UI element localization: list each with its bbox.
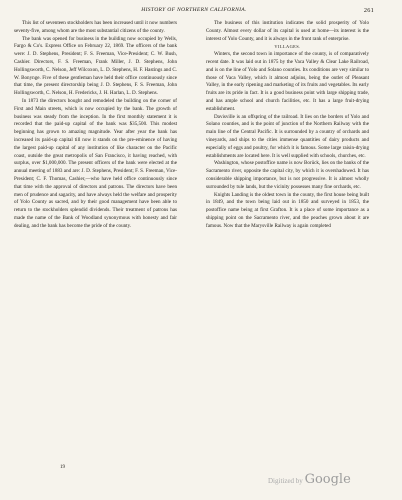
- right-column: [206, 20, 369, 231]
- watermark-prefix: Digitized by: [268, 477, 303, 485]
- paragraph: Washington, whose postoffice name is now Borück, lies on the banks of the Sacramento river, opposite the capital city, by which it is overshadowed. It has considerable shipping importance, but is not progressive. It is almost wholly surrounded by tule lands, but the vicinity possesses many fine orchards, etc.: [206, 160, 369, 190]
- paragraph: Knights Landing is the oldest town in the county, the first house being built in 1849, and the town being laid out in 1850 and surveyed in 1853, the postoffice name being at first Grafton. It is a place of some importance as a shipping point on the Sacramento river, and the peaches grown about it are famous. Now that the Marysville Railway is again completed: [206, 191, 369, 229]
- google-logo: Google: [304, 472, 351, 487]
- digitized-watermark: [268, 472, 351, 487]
- signature-mark: 19: [60, 465, 65, 470]
- paragraph: Winters, the second town in importance of the county, is of comparatively recent date. It was laid out in 1875 by the Vaca Valley & Clear Lake Railroad, and is on the line of Yolo and Solano counties. Its conditions are very similar to those of Vaca Valley, which it almost adjoins, being the outlet of Pleasant Valley, in the early ripening and marketing of its fruits and vegetables. Its early fruits are its pride in fact. It is a good business point with large shipping trade, and has ample school and church facilities, etc. It has a large fruit-drying establishment.: [206, 51, 369, 112]
- header-title: HISTORY OF NORTHERN CALIFORNIA.: [141, 7, 247, 13]
- running-header: [14, 7, 374, 19]
- paragraph: In 1873 the directors bought and remodeled the building on the corner of First and Main streets, which is now occupied by the bank. The growth of business was steady from the inception. In the first monthly statement it is recorded that the paid-up capital of the bank was $35,500. This modest beginning has grown to amazing magnitude. Year after year the bank has increased its paid-up capital till now it stands on the pre-eminence of having the largest paid-up capital of any institution of like character on the Pacific coast, outside the great metropolis of San Francisco, it having reached, with surplus, over $1,000,000. The present officers of the bank were elected at the annual meeting of 1883 and are: J. D. Stephens, President; F. S. Freeman, Vice-President; C. F. Thomas, Cashier,—who have held office continuously since that time with the approval of directors and patrons. The directors have been men of prudence and sagacity, and have always held the welfare and prosperity of Yolo County as sacred, and by their good management have been able to return to the stockholders splendid dividends. Their treatment of patrons has made the name of the Bank of Woodland synonymous with honesty and fair dealing, and the bank has become the pride of the county.: [14, 97, 177, 229]
- paragraph: The bank was opened for business in the building now occupied by Wells, Fargo & Co's. Express Office on February 22, 1869. The officers of the bank were: J. D. Stephens, President; F. S. Freeman, Vice-President; C. W. Bush, Cashier. Directors, F. S. Freeman, Frank Miller, J. D. Stephens, John Hollingsworth, C. Nelson, Jeff Wilcoxon, L. D. Stephens, H. F. Hastings and C. W. Bonynge. Five of these gentleman have held their office continuously since that time, the present directorship being J. D. Stephens, F. S. Freeman, John Hollingsworth, C. Nelson, H. Fredericks, J. H. Harlan, L. D. Stephens.: [14, 35, 177, 97]
- paragraph: The business of this institution indicates the solid prosperity of Yolo County. Almost every dollar of its capital is used at home—its interest is the interest of Yolo County, and it is always in the front rank of enterprise.: [206, 20, 369, 42]
- left-column: [14, 20, 177, 231]
- page-number: 261: [363, 7, 374, 14]
- section-heading-villages: VILLAGES.: [274, 44, 301, 50]
- paragraph: This list of seventeen stockholders has been increased until it now numbers seventy-five, among whom are the most substantial citizens of the county.: [14, 20, 177, 34]
- paragraph: Davisville is an offspring of the railroad. It lies on the borders of Yolo and Solano counties, and is the point of junction of the Northern Railway with the main line of the Central Pacific. It is surrounded by a country of orchards and vineyards, and ships to the cities immense quantities of dairy products and especially of eggs and poultry, for which it is famous. Some large raisin-drying establishments are located here. It is well supplied with schools, churches, etc.: [206, 113, 369, 159]
